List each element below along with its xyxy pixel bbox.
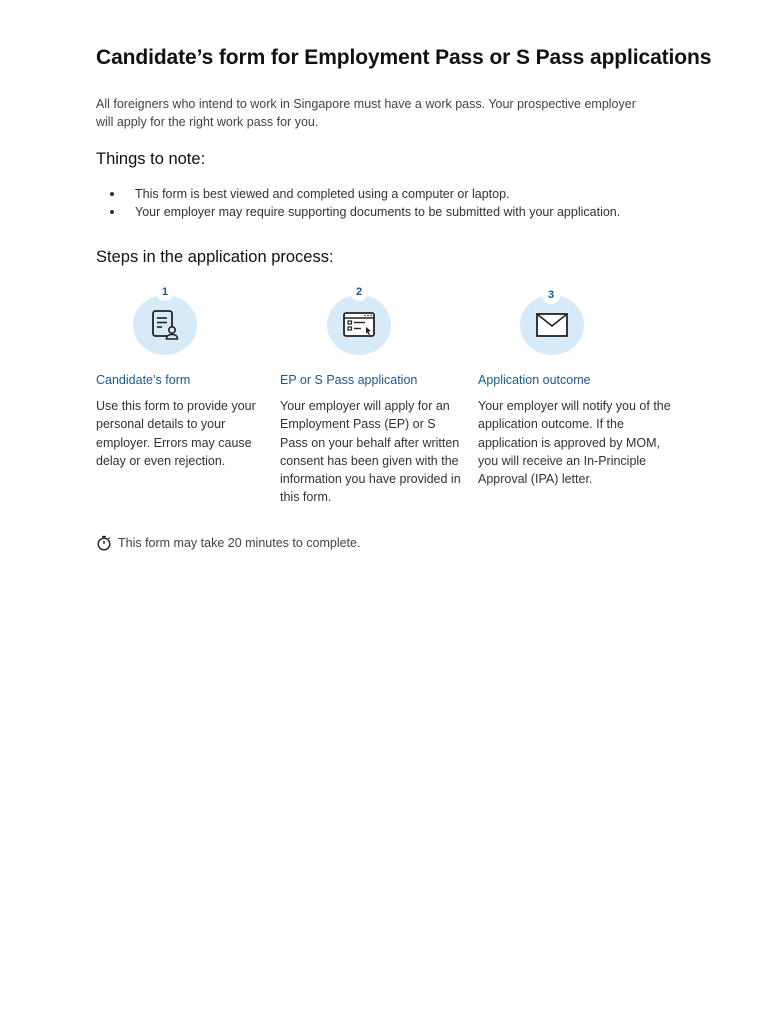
notes-heading: Things to note: [96,150,206,168]
list-item: Your employer may require supporting documents to be submitted with your application. [110,203,670,221]
step-title: Application outcome [478,373,591,387]
step-description: Your employer will notify you of the application outcome. If the application is approved by MOM, you will receive an In-Principle Approval (IPA) letter. [478,399,671,487]
step-title: EP or S Pass application [280,373,418,387]
step-number: 3 [542,286,560,304]
notes-list [110,185,670,221]
list-item: This form is best viewed and completed using a computer or laptop. [110,185,670,203]
step-icon-area [478,283,664,359]
step-description: Use this form to provide your personal details to your employer. Errors may cause delay or even rejection. [96,399,256,468]
page-title: Candidate’s form for Employment Pass or S Pass applications [96,46,712,69]
stopwatch-icon [96,535,112,551]
step-application-outcome [478,283,671,487]
step-icon-area [280,283,466,359]
step-candidates-form [96,283,282,468]
step-icon-area [96,283,282,359]
step-ep-s-pass-application [280,283,466,505]
step-number: 2 [350,283,368,301]
step-title: Candidate’s form [96,373,191,387]
checklist-window-icon [341,307,377,343]
intro-text: All foreigners who intend to work in Singapore must have a work pass. Your prospective employer will apply for the right work pass for you. [96,97,636,129]
step-number: 1 [156,283,174,301]
steps-heading: Steps in the application process: [96,248,334,266]
envelope-icon [534,307,570,343]
duration-text: This form may take 20 minutes to complete. [118,536,361,550]
document-user-icon [147,307,183,343]
duration-note [96,535,360,551]
step-description: Your employer will apply for an Employment Pass (EP) or S Pass on your behalf after written consent has been given with the information you have provided in this form. [280,399,461,505]
